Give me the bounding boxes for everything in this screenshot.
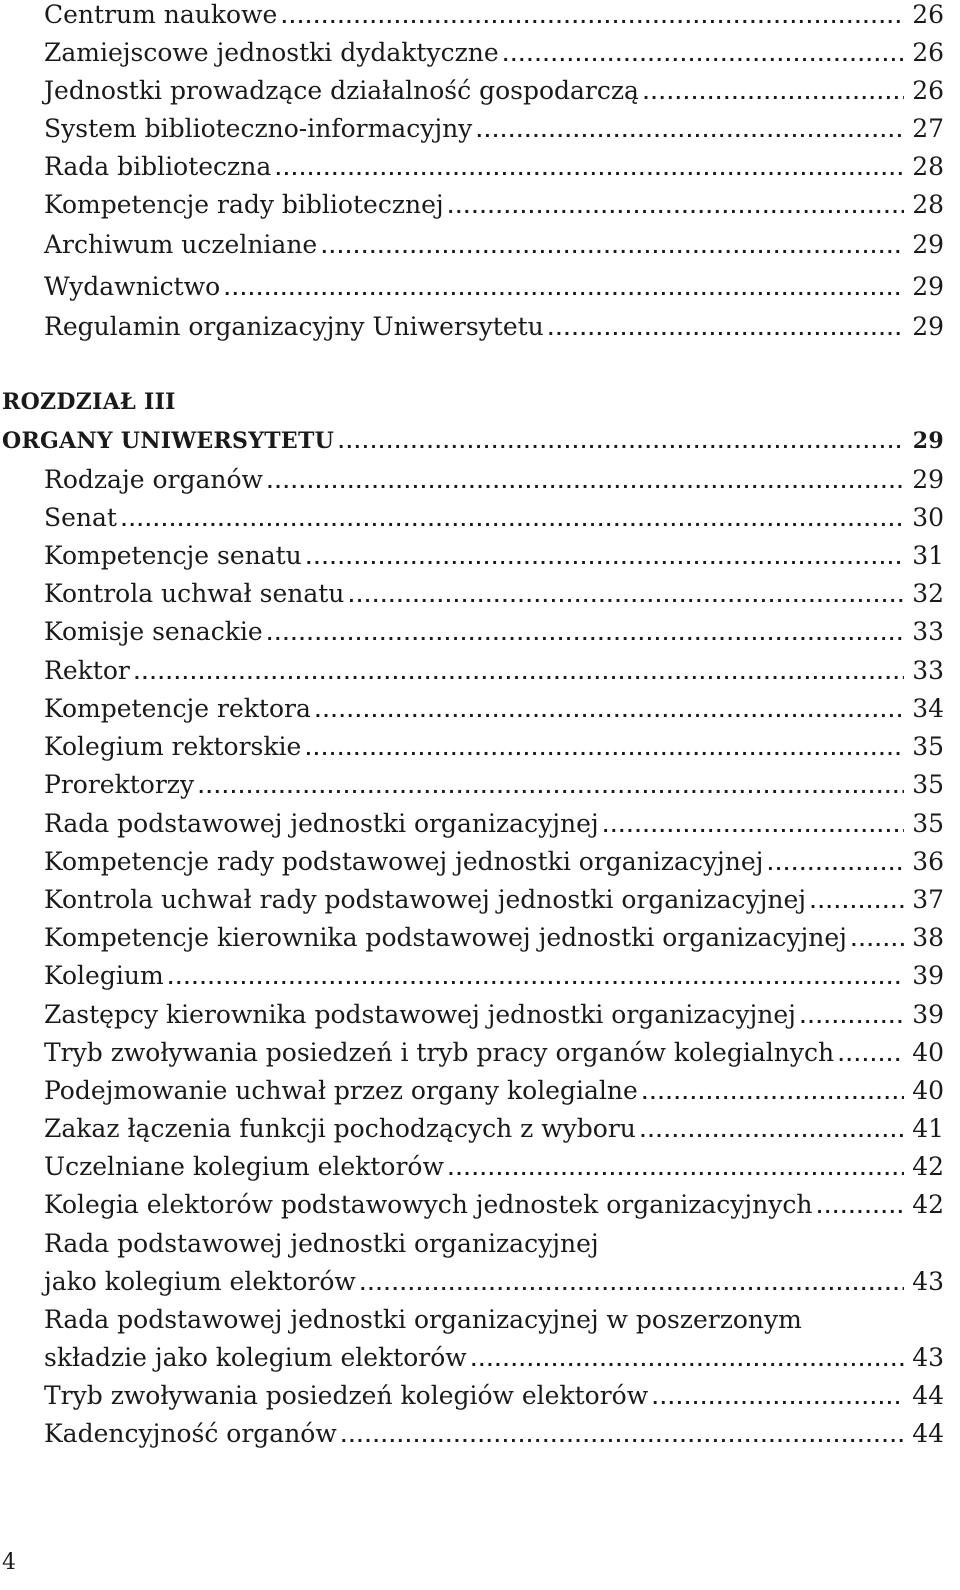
dot-leader: [321, 229, 904, 267]
dot-leader: [168, 960, 904, 998]
toc-entry-page: 40: [912, 1076, 944, 1105]
toc-entry[interactable]: [0, 148, 960, 186]
toc-entry-page: 37: [912, 885, 944, 914]
toc-entry-page: 29: [912, 312, 944, 341]
dot-leader: [448, 189, 904, 227]
toc-entry[interactable]: [0, 1377, 960, 1415]
toc-entry[interactable]: [0, 268, 960, 306]
toc-entry-label: Rodzaje organów: [44, 465, 263, 494]
toc-entry-page: 26: [912, 38, 944, 67]
toc-entry-page: 39: [912, 961, 944, 990]
dot-leader: [348, 578, 904, 616]
toc-entry-label: Tryb zwoływania posiedzeń kolegiów elektorów: [44, 1381, 649, 1410]
chapter-title: ORGANY UNIWERSYTETU: [2, 428, 335, 454]
dot-leader: [476, 113, 904, 151]
dot-leader: [800, 999, 904, 1037]
toc-entry-label: Podejmowanie uchwał przez organy kolegialne: [44, 1076, 638, 1105]
toc-entry-label: Kompetencje rady podstawowej jednostki organizacyjnej: [44, 847, 764, 876]
toc-entry-label-line1: Rada podstawowej jednostki organizacyjnej w poszerzonym: [44, 1305, 802, 1334]
chapter-title-entry[interactable]: [0, 422, 960, 460]
toc-entry-label: Prorektorzy: [44, 770, 195, 799]
toc-entry-page: 31: [912, 541, 944, 570]
dot-leader: [810, 884, 904, 922]
dot-leader: [224, 271, 904, 309]
toc-entry-label: Tryb zwoływania posiedzeń i tryb pracy organów kolegialnych: [44, 1038, 835, 1067]
dot-leader: [341, 1418, 904, 1456]
toc-entry-label: Regulamin organizacyjny Uniwersytetu: [44, 312, 544, 341]
dot-leader: [851, 922, 904, 960]
toc-entry[interactable]: [0, 1339, 960, 1377]
dot-leader: [603, 808, 904, 846]
toc-entry-page: 40: [912, 1038, 944, 1067]
toc-entry-first-line: [0, 1301, 960, 1339]
dot-leader: [652, 1380, 904, 1418]
toc-entry[interactable]: [0, 1148, 960, 1186]
toc-entry-label: Rada podstawowej jednostki organizacyjnej: [44, 809, 599, 838]
toc-entry[interactable]: [0, 919, 960, 957]
toc-entry-label: Uczelniane kolegium elektorów: [44, 1152, 444, 1181]
toc-entry-page: 29: [912, 272, 944, 301]
toc-entry-label: Senat: [44, 503, 117, 532]
toc-entry[interactable]: [0, 308, 960, 346]
toc-entry-page: 26: [912, 0, 944, 29]
dot-leader: [198, 769, 904, 807]
toc-entry[interactable]: [0, 499, 960, 537]
toc-entry[interactable]: [0, 766, 960, 804]
dot-leader: [267, 616, 904, 654]
toc-entry-label: Zamiejscowe jednostki dydaktyczne: [44, 38, 499, 67]
toc-entry[interactable]: [0, 690, 960, 728]
dot-leader: [281, 0, 904, 37]
dot-leader: [121, 502, 904, 540]
toc-entry[interactable]: [0, 1072, 960, 1110]
toc-entry[interactable]: [0, 226, 960, 264]
toc-entry[interactable]: [0, 461, 960, 499]
toc-entry-page: 36: [912, 847, 944, 876]
chapter-number: ROZDZIAŁ III: [2, 389, 176, 415]
dot-leader: [315, 693, 904, 731]
toc-entry-label: Kolegium rektorskie: [44, 732, 302, 761]
toc-entry-label: Rektor: [44, 656, 130, 685]
toc-entry-label: Kolegium: [44, 961, 164, 990]
toc-entry[interactable]: [0, 1186, 960, 1224]
chapter-page: 29: [912, 428, 944, 454]
toc-entry-page: 33: [912, 617, 944, 646]
toc-entry[interactable]: [0, 575, 960, 613]
toc-entry[interactable]: [0, 613, 960, 651]
toc-entry-first-line: [0, 1225, 960, 1263]
toc-entry-label: Kompetencje senatu: [44, 541, 302, 570]
toc-entry-page: 44: [912, 1419, 944, 1448]
toc-entry[interactable]: [0, 881, 960, 919]
dot-leader: [642, 1075, 904, 1113]
toc-entry[interactable]: [0, 537, 960, 575]
dot-leader: [275, 151, 904, 189]
chapter-heading: [0, 383, 960, 421]
toc-entry-label-line1: Rada podstawowej jednostki organizacyjnej: [44, 1229, 599, 1258]
toc-entry-page: 43: [912, 1267, 944, 1296]
toc-entry[interactable]: [0, 1415, 960, 1453]
toc-entry-label: Kontrola uchwał senatu: [44, 579, 345, 608]
toc-entry-label: Kolegia elektorów podstawowych jednostek organizacyjnych: [44, 1190, 813, 1219]
dot-leader: [548, 311, 904, 349]
toc-entry-label: Zastępcy kierownika podstawowej jednostki organizacyjnej: [44, 1000, 796, 1029]
dot-leader: [767, 846, 904, 884]
toc-entry-page: 38: [912, 923, 944, 952]
toc-entry[interactable]: [0, 186, 960, 224]
toc-entry-label: Zakaz łączenia funkcji pochodzących z wyboru: [44, 1114, 636, 1143]
toc-entry[interactable]: [0, 996, 960, 1034]
toc-entry[interactable]: [0, 110, 960, 148]
dot-leader: [306, 540, 904, 578]
toc-entry-page: 35: [912, 809, 944, 838]
toc-entry[interactable]: [0, 1263, 960, 1301]
toc-entry-page: 41: [912, 1114, 944, 1143]
toc-entry[interactable]: [0, 0, 960, 34]
toc-entry[interactable]: [0, 1034, 960, 1072]
toc-entry-page: 28: [912, 190, 944, 219]
toc-entry-page: 32: [912, 579, 944, 608]
toc-entry[interactable]: [0, 72, 960, 110]
toc-entry[interactable]: [0, 843, 960, 881]
toc-entry-label: Kompetencje rady bibliotecznej: [44, 190, 444, 219]
page-number: 4: [2, 1550, 16, 1575]
toc-entry-label: składzie jako kolegium elektorów: [44, 1343, 467, 1372]
toc-entry-page: 26: [912, 76, 944, 105]
toc-entry-page: 28: [912, 152, 944, 181]
dot-leader: [267, 464, 904, 502]
toc-entry[interactable]: [0, 652, 960, 690]
dot-leader: [360, 1266, 904, 1304]
toc-entry-page: 29: [912, 230, 944, 259]
dot-leader: [640, 1113, 904, 1151]
toc-entry-page: 30: [912, 503, 944, 532]
dot-leader: [134, 655, 904, 693]
dot-leader: [503, 37, 904, 75]
dot-leader: [448, 1151, 904, 1189]
dot-leader: [643, 75, 904, 113]
toc-entry-page: 43: [912, 1343, 944, 1372]
toc-entry-page: 42: [912, 1152, 944, 1181]
toc-entry-label: Kompetencje kierownika podstawowej jednostki organizacyjnej: [44, 923, 847, 952]
toc-entry-label: Wydawnictwo: [44, 272, 221, 301]
toc-entry-page: 35: [912, 770, 944, 799]
toc-entry-page: 34: [912, 694, 944, 723]
toc-entry[interactable]: [0, 805, 960, 843]
dot-leader: [305, 731, 904, 769]
dot-leader: [471, 1342, 904, 1380]
toc-entry-label: Jednostki prowadzące działalność gospodarczą: [44, 76, 639, 105]
toc-entry-page: 27: [912, 114, 944, 143]
toc-entry-page: 39: [912, 1000, 944, 1029]
dot-leader: [817, 1189, 905, 1227]
toc-entry-page: 35: [912, 732, 944, 761]
toc-entry-label: jako kolegium elektorów: [44, 1267, 356, 1296]
dot-leader: [838, 1037, 904, 1075]
toc-entry-label: Rada biblioteczna: [44, 152, 272, 181]
toc-entry[interactable]: [0, 1110, 960, 1148]
toc-entry-page: 33: [912, 656, 944, 685]
toc-entry-page: 29: [912, 465, 944, 494]
toc-entry-label: Archiwum uczelniane: [44, 230, 318, 259]
toc-entry-label: Kompetencje rektora: [44, 694, 311, 723]
toc-entry[interactable]: [0, 34, 960, 72]
toc-entry-page: 42: [912, 1190, 944, 1219]
toc-entry-label: Kadencyjność organów: [44, 1419, 337, 1448]
toc-entry-label: Centrum naukowe: [44, 0, 278, 29]
toc-entry-label: System biblioteczno-informacyjny: [44, 114, 473, 143]
toc-entry-page: 44: [912, 1381, 944, 1410]
toc-entry-label: Komisje senackie: [44, 617, 263, 646]
toc-entry[interactable]: [0, 728, 960, 766]
toc-entry[interactable]: [0, 957, 960, 995]
toc-entry-label: Kontrola uchwał rady podstawowej jednostki organizacyjnej: [44, 885, 806, 914]
dot-leader: [338, 424, 904, 462]
